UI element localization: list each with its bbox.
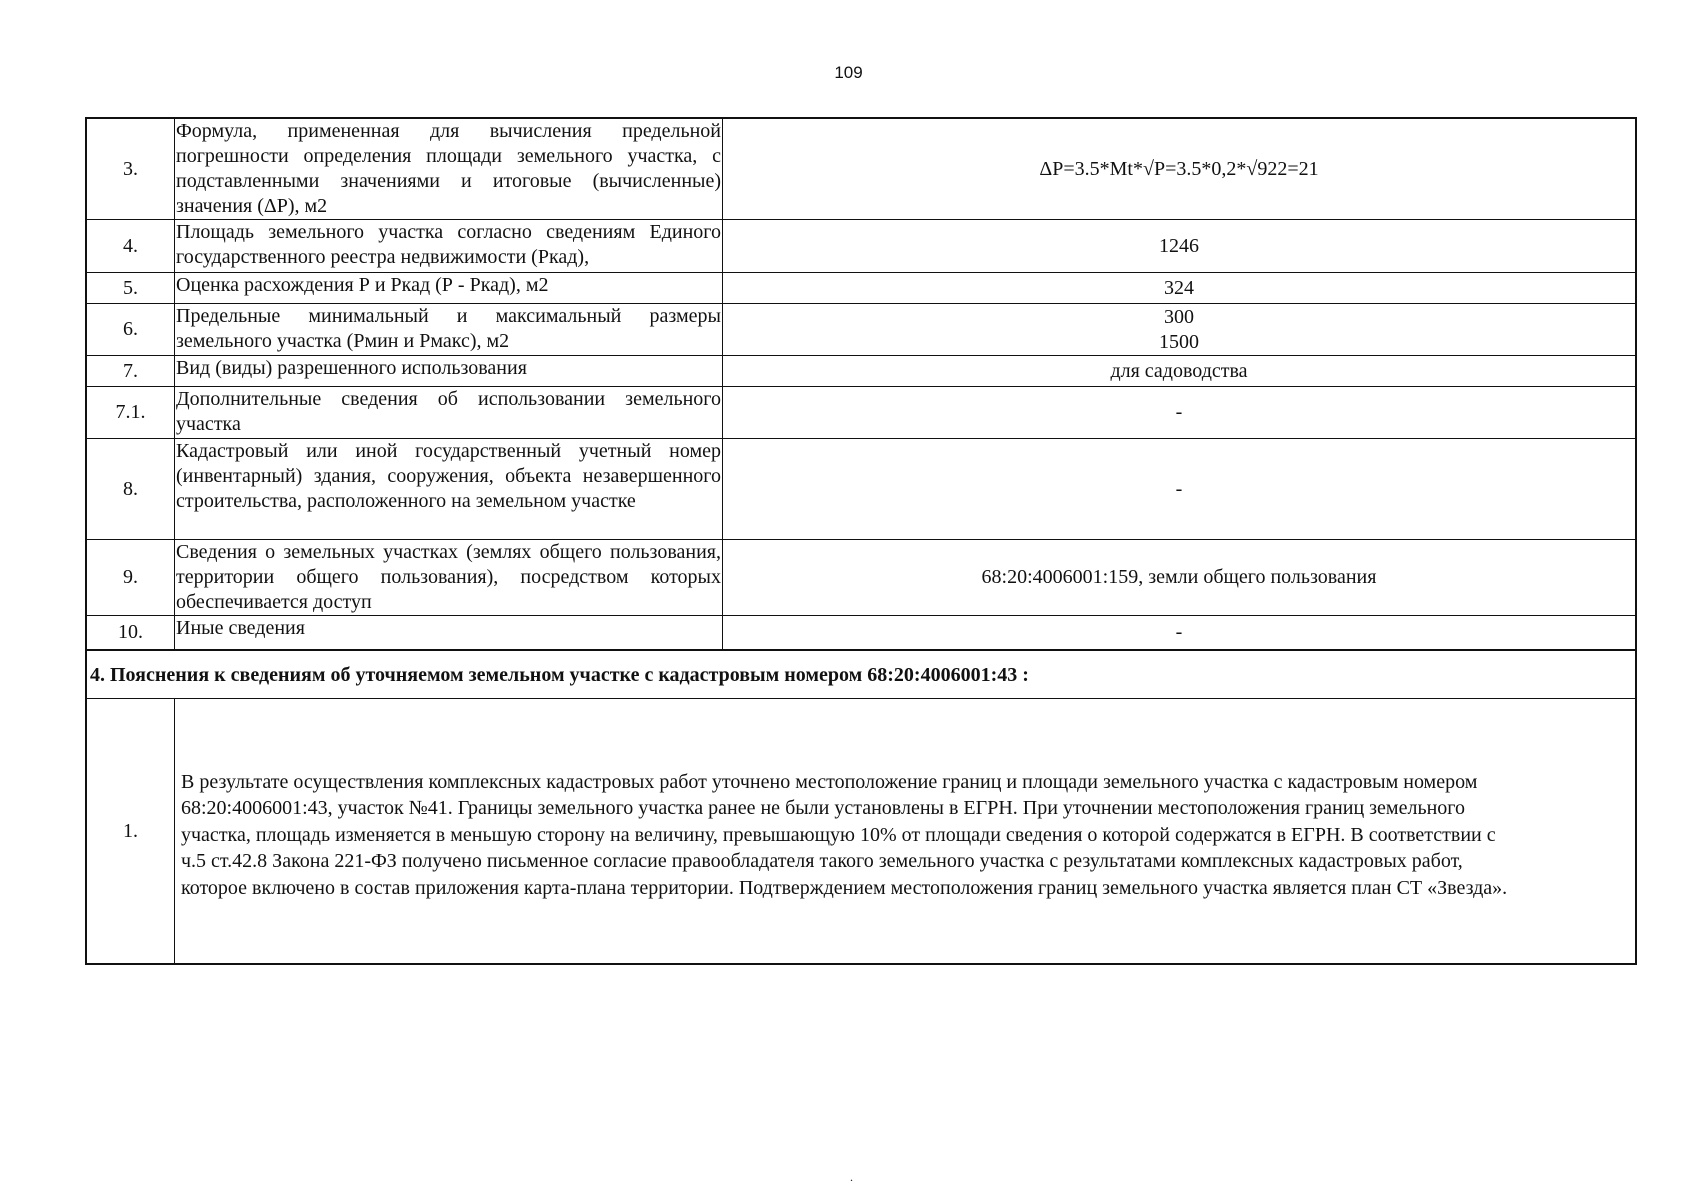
table-row-6 — [86, 304, 1636, 356]
row-label: Предельные минимальный и максимальный размеры земельного участка (Рмин и Рмакс), м2 — [175, 304, 723, 356]
row-value: 1246 — [723, 220, 1637, 273]
row-number: 9. — [86, 540, 175, 616]
section-heading-row — [86, 650, 1636, 699]
row-label: Иные сведения — [175, 616, 723, 651]
row-label: Площадь земельного участка согласно сведениям Единого государственного реестра недвижимости (Ркад), — [175, 220, 723, 273]
footer-mark: . — [850, 1170, 853, 1184]
explanation-line: которое включено в состав приложения карта-плана территории. Подтверждением местоположения границ земельного участка является план СТ «Звезда». — [181, 876, 1508, 899]
row-value — [723, 304, 1637, 356]
row-number: 7.1. — [86, 387, 175, 439]
row-value: - — [723, 616, 1637, 651]
explanation-line: участка, площадь изменяется в меньшую сторону на величину, превышающую 10% от площади сведения о которой содержатся в ЕГРН. В соответствии с — [181, 823, 1496, 846]
row-value: ΔP=3.5*Mt*√P=3.5*0,2*√922=21 — [723, 118, 1637, 220]
row-value: для садоводства — [723, 356, 1637, 387]
explanation-line: 68:20:4006001:43, участок №41. Границы земельного участка ранее не были установлены в ЕГРН. При уточнении местоположения границ земельного — [181, 797, 1465, 820]
table-row-3 — [86, 118, 1636, 220]
table-row-9 — [86, 540, 1636, 616]
section-title: 4. Пояснения к сведениям об уточняемом земельном участке с кадастровым номером 68:20:4006001:43 : — [86, 650, 1636, 699]
row-number: 6. — [86, 304, 175, 356]
row-number: 10. — [86, 616, 175, 651]
explanation-text — [175, 699, 1637, 965]
explanation-line: ч.5 ст.42.8 Закона 221-ФЗ получено письменное согласие правообладателя такого земельного участка с результатами комплексных кадастровых работ, — [181, 850, 1463, 873]
table-row-7 — [86, 356, 1636, 387]
row-value: 324 — [723, 273, 1637, 304]
row-number: 1. — [86, 699, 175, 965]
row-value: - — [723, 439, 1637, 540]
row-value: - — [723, 387, 1637, 439]
row-value: 68:20:4006001:159, земли общего пользования — [723, 540, 1637, 616]
row-number: 4. — [86, 220, 175, 273]
table-row-5 — [86, 273, 1636, 304]
row-number: 5. — [86, 273, 175, 304]
row-label: Вид (виды) разрешенного использования — [175, 356, 723, 387]
row-label: Оценка расхождения Р и Ркад (Р - Ркад), м2 — [175, 273, 723, 304]
table-row-7-1 — [86, 387, 1636, 439]
min-size-value: 300 — [1164, 305, 1194, 328]
row-number: 7. — [86, 356, 175, 387]
explanation-row — [86, 699, 1636, 965]
page-number: 109 — [834, 63, 863, 82]
row-label: Сведения о земельных участках (землях общего пользования, территории общего пользования), посредством которых обеспечивается доступ — [175, 540, 723, 616]
row-label: Дополнительные сведения об использовании земельного участка — [175, 387, 723, 439]
max-size-value: 1500 — [1159, 330, 1199, 353]
row-number: 8. — [86, 439, 175, 540]
row-label: Формула, примененная для вычисления предельной погрешности определения площади земельного участка, с подставленными значениями и итоговые (вычисленные) значения (ΔP), м2 — [175, 118, 723, 220]
table-row-8 — [86, 439, 1636, 540]
row-label: Кадастровый или иной государственный учетный номер (инвентарный) здания, сооружения, объекта незавершенного строительства, расположенного на земельном участке — [175, 439, 723, 540]
explanation-line: В результате осуществления комплексных кадастровых работ уточнено местоположение границ и площади земельного участка с кадастровым номером — [181, 770, 1478, 793]
table-row-4 — [86, 220, 1636, 273]
cadastral-info-table — [85, 117, 1637, 965]
table-row-10 — [86, 616, 1636, 651]
row-number: 3. — [86, 118, 175, 220]
